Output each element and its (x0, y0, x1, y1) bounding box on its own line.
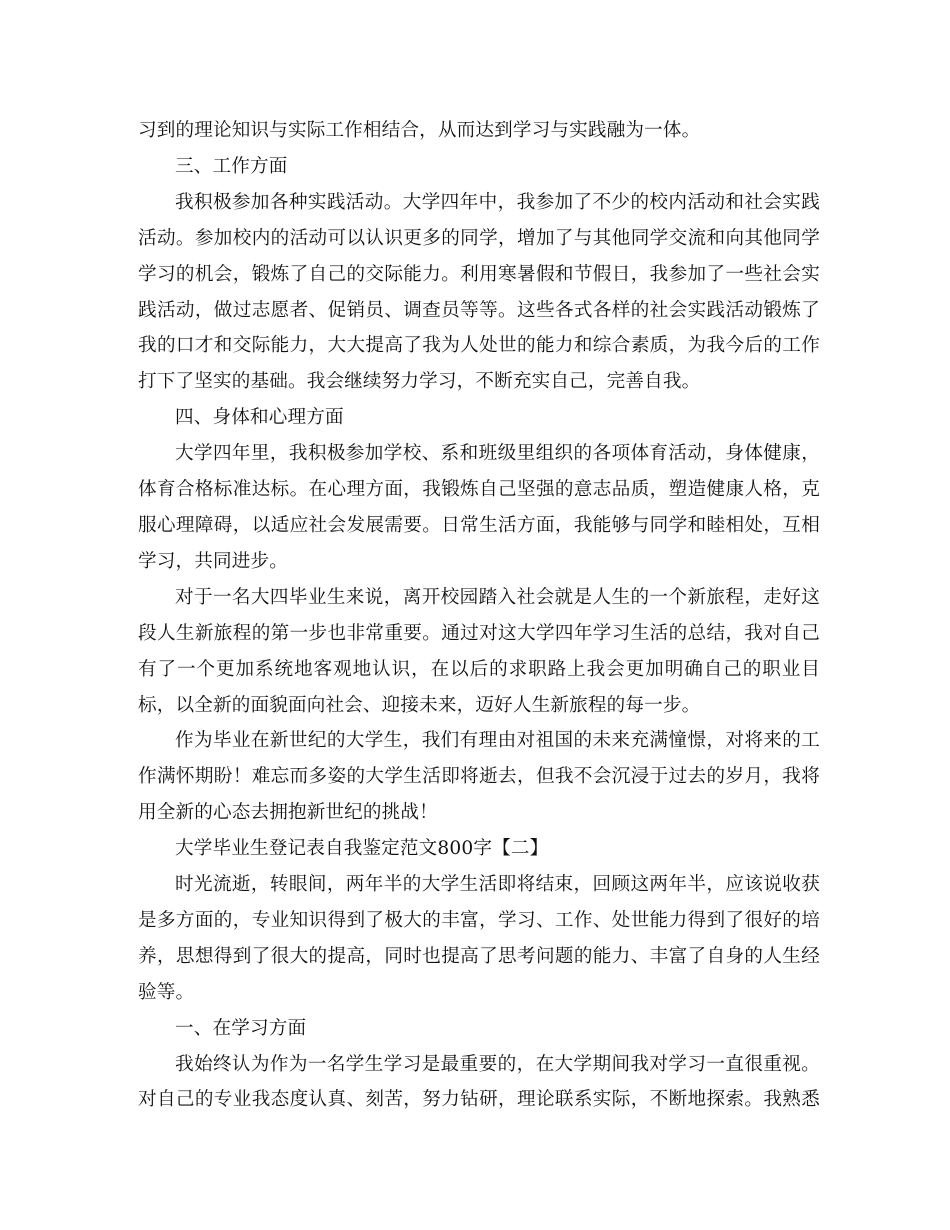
paragraph-work: 我积极参加各种实践活动。大学四年中，我参加了不少的校内活动和社会实践活动。参加校内的活动可以认识更多的同学，增加了与其他同学交流和向其他同学学习的机会，锻炼了自己的交际能力。利用寒暑假和节假日，我参加了一些社会实践活动，做过志愿者、促销员、调查员等等。这些各式各样的社会实践活动锻炼了我的口才和交际能力，大大提高了我为人处世的能力和综合素质，为我今后的工作打下了坚实的基础。我会继续努力学习，不断充实自己，完善自我。 (138, 191, 820, 393)
section-heading-body-mind: 四、身体和心理方面 (175, 407, 344, 429)
paragraph-new-century: 作为毕业在新世纪的大学生，我们有理由对祖国的未来充满憧憬，对将来的工作满怀期盼！难忘而多姿的大学生活即将逝去，但我不会沉浸于过去的岁月，我将用全新的心态去拥抱新世纪的挑战！ (138, 730, 820, 824)
paragraph-continuation: 习到的理论知识与实际工作相结合，从而达到学习与实践融为一体。 (138, 120, 701, 141)
essay-title-two: 大学毕业生登记表自我鉴定范文800字【二】 (175, 838, 549, 860)
document-body (138, 113, 820, 1118)
paragraph-study: 我始终认为作为一名学生学习是最重要的，在大学期间我对学习一直很重视。对自己的专业我态度认真、刻苦，努力钻研，理论联系实际，不断地探索。我熟悉 (138, 1053, 820, 1111)
section-heading-work: 三、工作方面 (175, 155, 288, 177)
paragraph-body-mind: 大学四年里，我积极参加学校、系和班级里组织的各项体育活动，身体健康，体育合格标准达标。在心理方面，我锻炼自己坚强的意志品质，塑造健康人格，克服心理障碍，以适应社会发展需要。日常生活方面，我能够与同学和睦相处，互相学习，共同进步。 (138, 443, 820, 572)
paragraph-graduate-summary: 对于一名大四毕业生来说，离开校园踏入社会就是人生的一个新旅程，走好这段人生新旅程的第一步也非常重要。通过对这大学四年学习生活的总结，我对自己有了一个更加系统地客观地认识，在以后的求职路上我会更加明确自己的职业目标，以全新的面貌面向社会、迎接未来，迈好人生新旅程的每一步。 (138, 586, 820, 716)
paragraph-time-flies: 时光流逝，转眼间，两年半的大学生活即将结束，回顾这两年半，应该说收获是多方面的，专业知识得到了极大的丰富，学习、工作、处世能力得到了很好的培养，思想得到了很大的提高，同时也提高了思考问题的能力、丰富了自身的人生经验等。 (138, 874, 820, 1003)
section-heading-study: 一、在学习方面 (175, 1017, 307, 1039)
